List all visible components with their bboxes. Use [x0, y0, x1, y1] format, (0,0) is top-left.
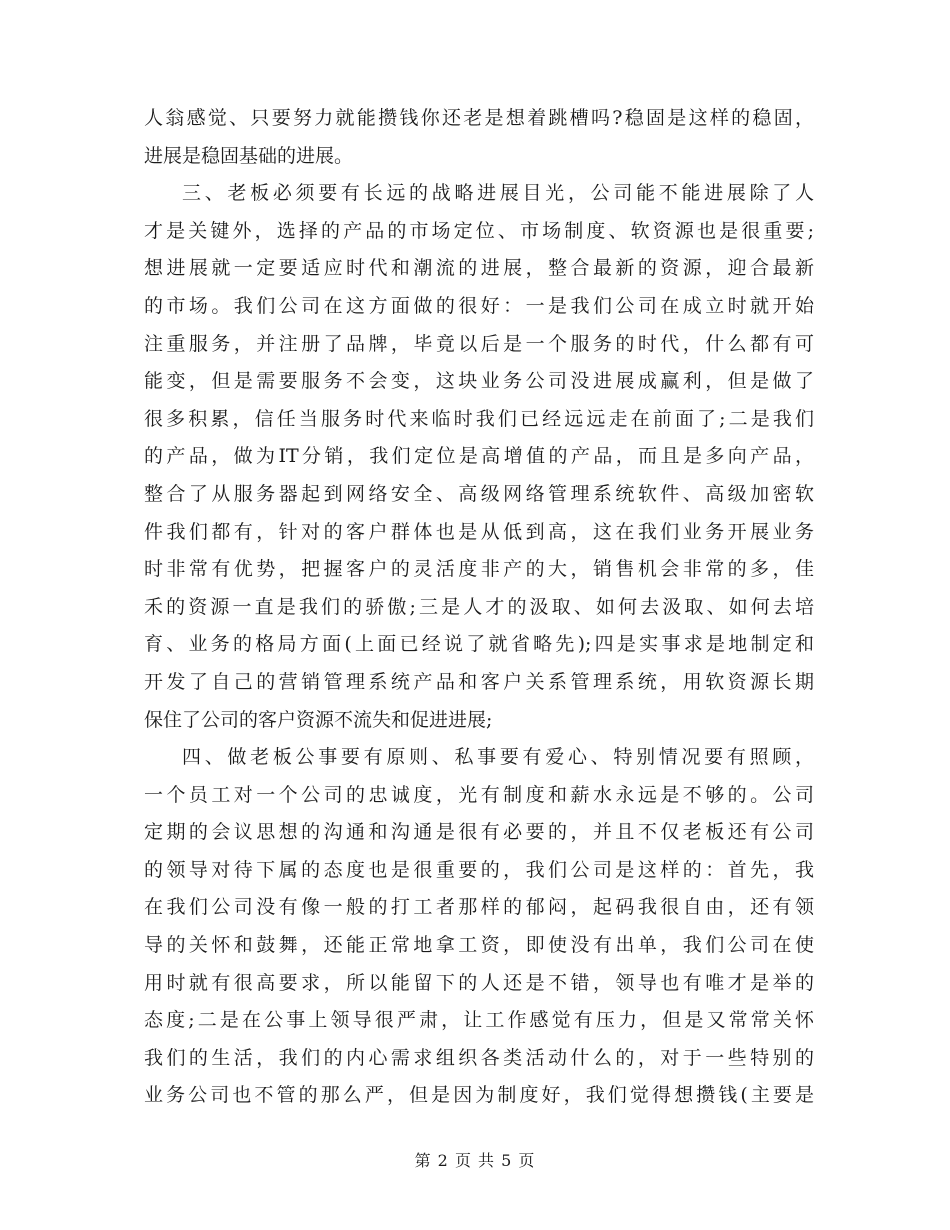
text-line: 能变，但是需要服务不会变，这块业务公司没进展成赢利，但是做了 — [144, 370, 814, 393]
text-line: 人翁感觉、只要努力就能攒钱你还老是想着跳槽吗?稳固是这样的稳固， — [144, 107, 814, 129]
text-line: 育、业务的格局方面(上面已经说了就省略先);四是实事求是地制定和 — [144, 633, 814, 656]
text-line: 的产品，做为IT分销，我们定位是高增值的产品，而且是多向产品， — [144, 445, 814, 468]
text-line: 业务公司也不管的那么严，但是因为制度好，我们觉得想攒钱(主要是 — [144, 1084, 814, 1107]
text-line: 进展是稳固基础的进展。 — [144, 144, 354, 167]
text-line: 三、老板必须要有长远的战略进展目光，公司能不能进展除了人 — [182, 182, 814, 205]
text-line: 定期的会议思想的沟通和沟通是很有必要的，并且不仅老板还有公司 — [144, 821, 814, 844]
text-line: 开发了自己的营销管理系统产品和客户关系管理系统，用软资源长期 — [144, 670, 814, 693]
text-line: 四、做老板公事要有原则、私事要有爱心、特别情况要有照顾， — [182, 746, 814, 769]
text-line: 很多积累，信任当服务时代来临时我们已经远远走在前面了;二是我们 — [144, 407, 814, 430]
text-line: 整合了从服务器起到网络安全、高级网络管理系统软件、高级加密软 — [144, 482, 814, 505]
text-line: 用时就有很高要求，所以能留下的人还是不错，领导也有唯才是举的 — [144, 971, 814, 994]
text-line: 在我们公司没有像一般的打工者那样的郁闷，起码我很自由，还有领 — [144, 896, 814, 919]
page-number-footer: 第 2 页 共 5 页 — [414, 1151, 536, 1170]
text-line: 保住了公司的客户资源不流失和促进进展; — [144, 708, 493, 731]
text-line: 的领导对待下属的态度也是很重要的，我们公司是这样的：首先，我 — [144, 858, 814, 881]
text-line: 时非常有优势，把握客户的灵活度非产的大，销售机会非常的多，佳 — [144, 558, 814, 581]
text-line: 才是关键外，选择的产品的市场定位、市场制度、软资源也是很重要; — [144, 219, 814, 242]
text-line: 态度;二是在公事上领导很严肃，让工作感觉有压力，但是又常常关怀 — [144, 1009, 814, 1032]
text-line: 件我们都有，针对的客户群体也是从低到高，这在我们业务开展业务 — [144, 520, 814, 543]
text-line: 的市场。我们公司在这方面做的很好：一是我们公司在成立时就开始 — [144, 294, 814, 317]
text-line: 导的关怀和鼓舞，还能正常地拿工资，即使没有出单，我们公司在使 — [144, 934, 814, 957]
text-line: 我们的生活，我们的内心需求组织各类活动什么的，对于一些特别的 — [144, 1046, 814, 1069]
text-line: 想进展就一定要适应时代和潮流的进展，整合最新的资源，迎合最新 — [144, 257, 814, 280]
text-line: 一个员工对一个公司的忠诚度，光有制度和薪水永远是不够的。公司 — [144, 783, 814, 806]
text-line: 注重服务，并注册了品牌，毕竟以后是一个服务的时代，什么都有可 — [144, 332, 814, 355]
text-line: 禾的资源一直是我们的骄傲;三是人才的汲取、如何去汲取、如何去培 — [144, 595, 814, 618]
document-body — [144, 100, 814, 1115]
